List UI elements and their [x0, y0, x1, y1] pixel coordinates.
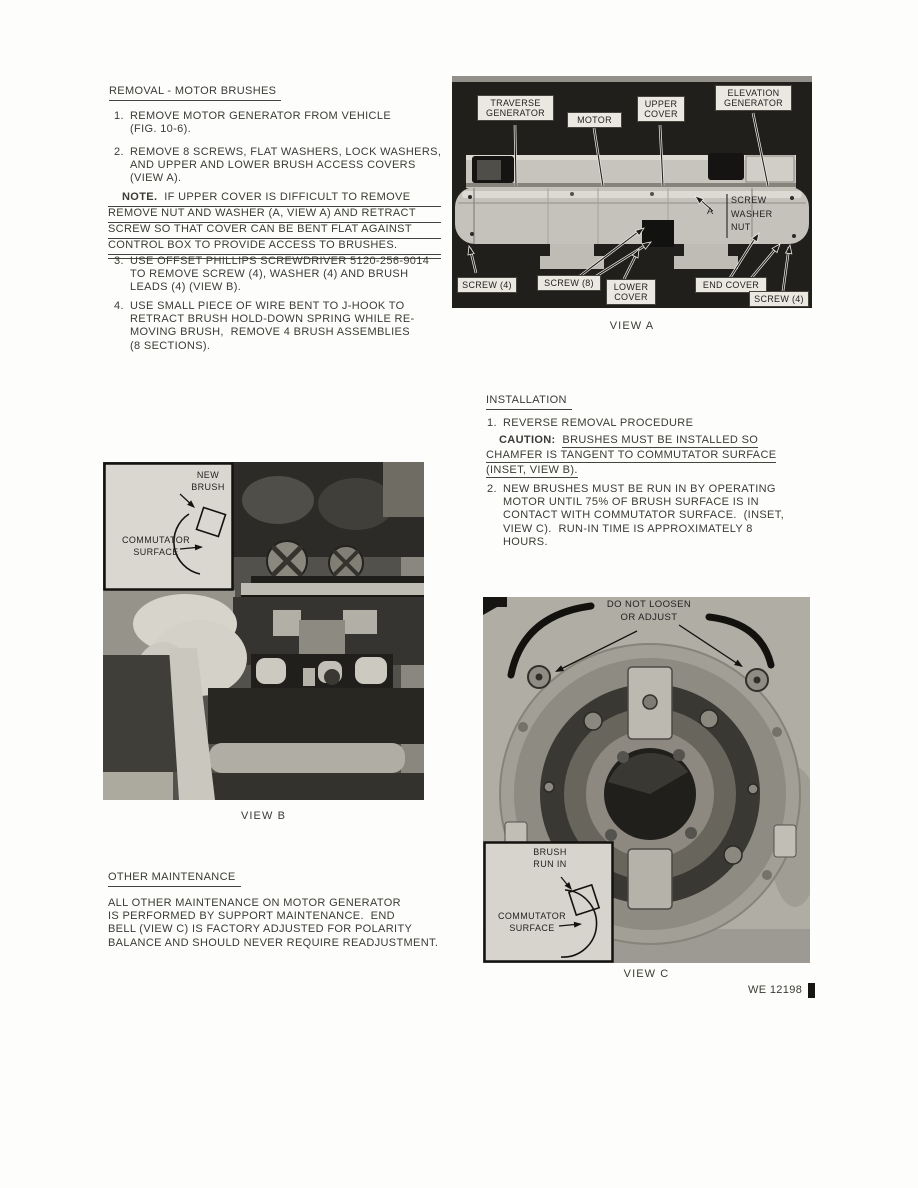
label-brush-run-in: BRUSH RUN IN — [533, 847, 567, 869]
step-text: REVERSE REMOVAL PROCEDURE — [503, 417, 694, 429]
step-number: 2. — [487, 483, 497, 495]
step-text: USE OFFSET PHILLIPS SCREWDRIVER 5120-256-9014 TO REMOVE SCREW (4), WASHER (4) AND BRUSH LEADS (4) (VIEW B). — [130, 255, 430, 294]
removal-step-3 — [114, 255, 460, 295]
other-maintenance-heading — [108, 871, 241, 887]
view-a-caption: VIEW A — [609, 320, 655, 332]
view-c-photo-graphic — [483, 597, 810, 963]
label-new-brush: NEW BRUSH — [191, 470, 225, 492]
installation-heading-text: INSTALLATION — [486, 394, 572, 410]
view-b-caption: VIEW B — [240, 810, 287, 822]
caution-line: CHAMFER IS TANGENT TO COMMUTATOR SURFACE — [486, 449, 777, 461]
note-text: IF UPPER COVER IS DIFFICULT TO REMOVE — [164, 191, 411, 203]
step-number: 4. — [114, 300, 124, 312]
label-elevation-generator: ELEVATION GENERATOR — [715, 85, 792, 111]
label-a-marker: A — [707, 206, 714, 216]
label-commutator-surface-c: COMMUTATOR SURFACE — [498, 911, 566, 933]
installation-heading — [486, 394, 572, 410]
figure-code: WE 12198 — [748, 984, 803, 996]
step-number: 1. — [114, 110, 124, 122]
note-line: CONTROL BOX TO PROVIDE ACCESS TO BRUSHES. — [108, 239, 441, 255]
label-screw-4-left: SCREW (4) — [457, 277, 517, 293]
removal-step-1 — [114, 110, 460, 136]
caution-text: BRUSHES MUST BE INSTALLED SO — [562, 434, 759, 446]
installation-step-2 — [487, 483, 836, 549]
view-b-photo-graphic — [103, 462, 424, 800]
note-line: SCREW SO THAT COVER CAN BE BENT FLAT AGAINST — [108, 223, 441, 239]
installation-step-1 — [487, 417, 836, 430]
step-text: USE SMALL PIECE OF WIRE BENT TO J-HOOK TO RETRACT BRUSH HOLD-DOWN SPRING WHILE RE- MOVING BRUSH, REMOVE 4 BRUSH ASSEMBLIES (8 SECTIONS). — [130, 300, 415, 352]
scan-mark — [808, 983, 815, 998]
other-maintenance-body: ALL OTHER MAINTENANCE ON MOTOR GENERATOR IS PERFORMED BY SUPPORT MAINTENANCE. END BELL (VIEW C) IS FACTORY ADJUSTED FOR POLARITY BALANCE AND SHOULD NEVER REQUIRE READJUSTMENT. — [108, 897, 439, 949]
step-number: 3. — [114, 255, 124, 267]
step-text: NEW BRUSHES MUST BE RUN IN BY OPERATING MOTOR UNTIL 75% OF BRUSH SURFACE IS IN CONTACT WITH COMMUTATOR SURFACE. (INSET, VIEW C). RUN-IN TIME IS APPROXIMATELY 8 HOURS. — [503, 483, 784, 548]
label-end-cover: END COVER — [695, 277, 767, 293]
label-lower-cover: LOWER COVER — [606, 279, 656, 305]
step-text: REMOVE MOTOR GENERATOR FROM VEHICLE (FIG. 10-6). — [130, 110, 392, 136]
view-c-caption: VIEW C — [623, 968, 670, 980]
label-upper-cover: UPPER COVER — [637, 96, 685, 122]
label-commutator-surface-b: COMMUTATOR SURFACE — [122, 535, 190, 557]
step-number: 1. — [487, 417, 497, 429]
caution-line — [486, 434, 820, 449]
step-text: REMOVE 8 SCREWS, FLAT WASHERS, LOCK WASHERS, AND UPPER AND LOWER BRUSH ACCESS COVERS (VIEW A). — [130, 146, 442, 185]
removal-step-4 — [114, 300, 460, 353]
removal-step-2 — [114, 146, 460, 186]
note-line: REMOVE NUT AND WASHER (A, VIEW A) AND RETRACT — [108, 207, 441, 223]
label-screw-washer-nut: SCREW WASHER NUT — [731, 195, 773, 232]
caution-label: CAUTION: — [499, 434, 556, 446]
label-screw-4-right: SCREW (4) — [749, 291, 809, 307]
note-label: NOTE. — [122, 191, 158, 203]
caution-line: (INSET, VIEW B). — [486, 464, 578, 476]
removal-note — [108, 191, 441, 259]
removal-heading-text: REMOVAL - MOTOR BRUSHES — [109, 85, 281, 101]
installation-caution — [486, 434, 820, 479]
label-screw-8: SCREW (8) — [537, 275, 601, 291]
step-number: 2. — [114, 146, 124, 158]
label-motor: MOTOR — [567, 112, 622, 128]
other-maintenance-heading-text: OTHER MAINTENANCE — [108, 871, 241, 887]
note-line — [108, 191, 441, 207]
removal-heading — [109, 85, 281, 101]
label-do-not-loosen: DO NOT LOOSEN OR ADJUST — [606, 599, 692, 623]
label-traverse-generator: TRAVERSE GENERATOR — [477, 95, 554, 121]
